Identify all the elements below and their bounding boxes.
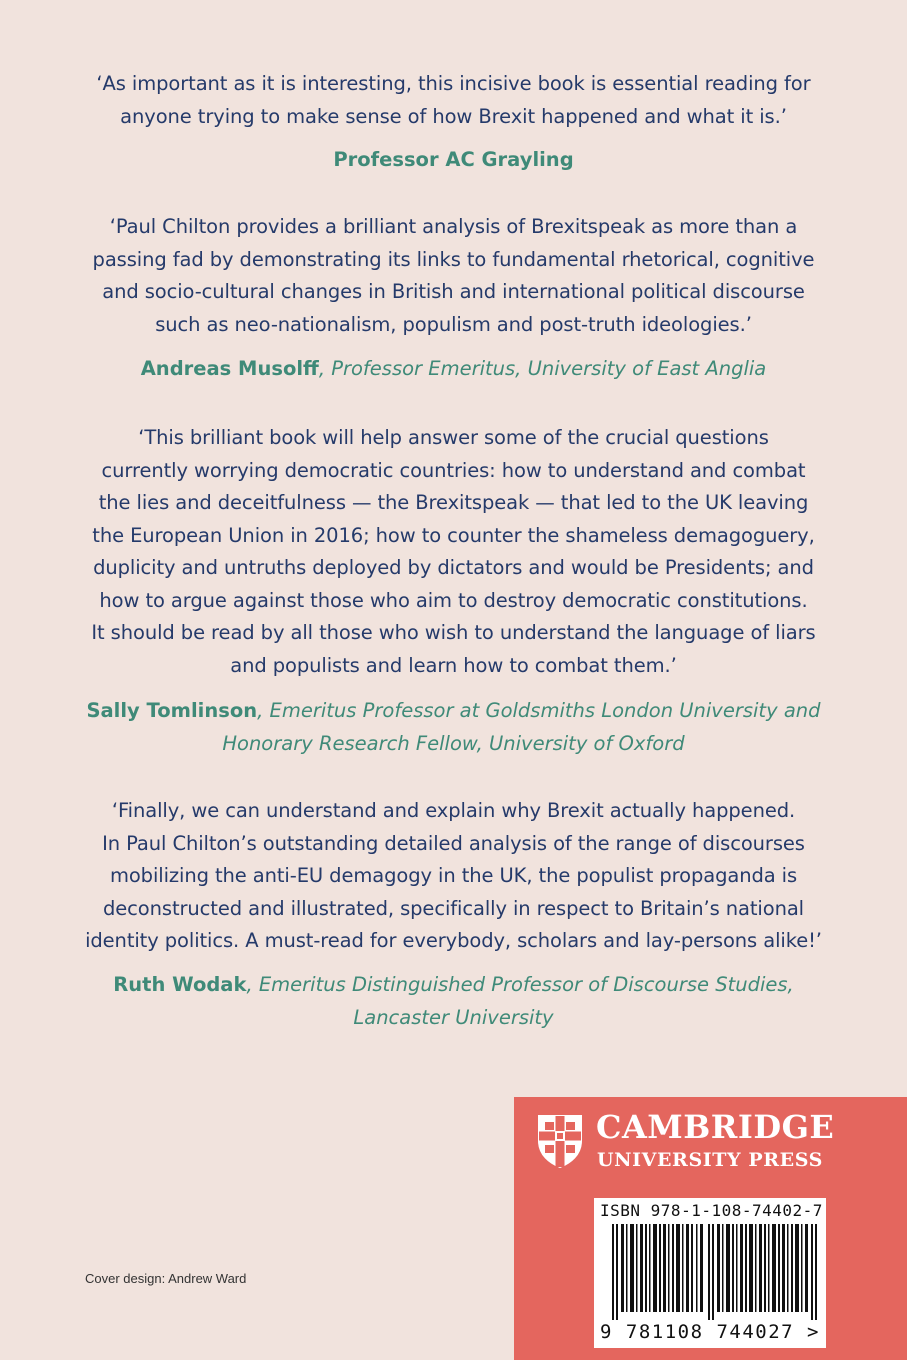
endorser-name: Ruth Wodak <box>113 973 247 996</box>
endorsement-attribution <box>60 695 847 760</box>
cambridge-crest-icon <box>536 1113 584 1169</box>
attribution-line <box>60 144 847 177</box>
publisher-subname: UNIVERSITY PRESS <box>597 1149 823 1171</box>
quote-line: and populists and learn how to combat them.’ <box>230 653 677 677</box>
endorsement-attribution <box>60 969 847 1034</box>
endorsement-attribution <box>60 144 847 177</box>
quote-line: ‘Finally, we can understand and explain why Brexit actually happened. <box>111 799 796 822</box>
quote-line: deconstructed and illustrated, specifically in respect to Britain’s national <box>103 896 804 920</box>
quote-line: It should be read by all those who wish to understand the language of liars <box>91 621 816 644</box>
quote-line: such as neo-nationalism, populism and post-truth ideologies.’ <box>155 312 752 336</box>
ean-digits: 9 781108 744027 > <box>600 1321 820 1343</box>
endorser-role: Lancaster University <box>353 1005 554 1029</box>
attribution-line <box>60 1002 847 1035</box>
endorser-role: , Emeritus Distinguished Professor of Discourse Studies, <box>246 973 794 996</box>
endorsement-quote <box>60 211 847 341</box>
endorser-role: Honorary Research Fellow, University of Oxford <box>222 731 685 755</box>
endorsement-attribution <box>60 353 847 386</box>
quote-line: anyone trying to make sense of how Brexit happened and what it is.’ <box>120 104 787 128</box>
endorser-name: Professor AC Grayling <box>333 148 574 171</box>
quote-line: currently worrying democratic countries: how to understand and combat <box>101 458 806 482</box>
quote-line: passing fad by demonstrating its links to fundamental rhetorical, cognitive <box>92 247 815 271</box>
endorsement-quote <box>60 422 847 682</box>
publisher-name: CAMBRIDGE <box>596 1108 835 1146</box>
endorser-name: Sally Tomlinson <box>86 699 258 722</box>
attribution-line <box>60 728 847 761</box>
attribution-line <box>60 969 847 1002</box>
quote-line: the European Union in 2016; how to counter the shameless demagoguery, <box>92 523 815 547</box>
quote-line: ‘Paul Chilton provides a brilliant analysis of Brexitspeak as more than a <box>109 215 798 238</box>
quote-line: identity politics. A must-read for everybody, scholars and lay-persons alike!’ <box>85 929 822 952</box>
publisher-panel <box>514 1097 907 1360</box>
quote-line: the lies and deceitfulness — the Brexitspeak — that led to the UK leaving <box>98 491 809 514</box>
quote-line: duplicity and untruths deployed by dictators and would be Presidents; and <box>93 556 814 579</box>
barcode-bars <box>612 1224 817 1320</box>
quote-line: ‘As important as it is interesting, this incisive book is essential reading for <box>96 72 811 95</box>
isbn-text: ISBN 978-1-108-74402-7 <box>600 1201 823 1220</box>
attribution-line <box>60 695 847 728</box>
quote-line: how to argue against those who aim to destroy democratic constitutions. <box>99 588 808 612</box>
quote-line: In Paul Chilton’s outstanding detailed analysis of the range of discourses <box>102 831 805 855</box>
quote-line: mobilizing the anti-EU demagogy in the UK, the populist propaganda is <box>109 864 798 887</box>
isbn-barcode <box>594 1198 826 1348</box>
cover-design-credit: Cover design: Andrew Ward <box>85 1271 247 1286</box>
endorsement-quote <box>60 68 847 133</box>
endorsement-quote <box>60 795 847 958</box>
endorser-name: Andreas Musolff <box>140 357 319 380</box>
endorser-role: , Emeritus Professor at Goldsmiths London University and <box>257 699 821 722</box>
attribution-line <box>60 353 847 386</box>
quote-line: and socio-cultural changes in British and international political discourse <box>102 280 805 303</box>
quote-line: ‘This brilliant book will help answer some of the crucial questions <box>138 426 769 449</box>
endorser-role: , Professor Emeritus, University of East Anglia <box>318 357 767 380</box>
